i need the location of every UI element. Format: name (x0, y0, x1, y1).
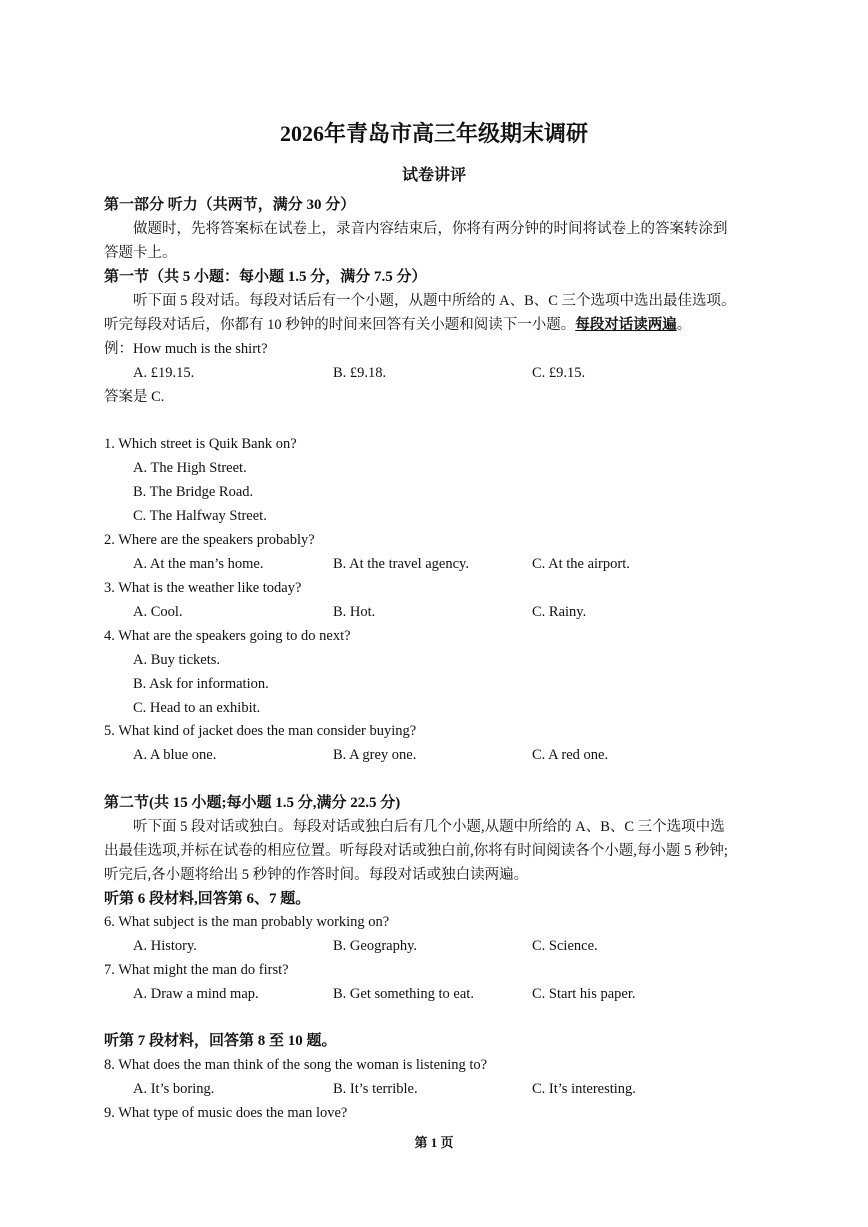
q8-option-b: B. It’s terrible. (333, 1081, 418, 1097)
question-2: 2. Where are the speakers probably? (104, 532, 315, 548)
q8-option-c: C. It’s interesting. (532, 1081, 636, 1097)
q4-option-a: A. Buy tickets. (133, 652, 220, 668)
q1-option-b: B. The Bridge Road. (133, 484, 254, 500)
q5-option-a: A. A blue one. (133, 747, 217, 763)
q7-option-c: C. Start his paper. (532, 986, 636, 1002)
q5-option-c: C. A red one. (532, 747, 609, 763)
section2-instr-line2: 出最佳选项,并标在试卷的相应位置。听每段对话或独白前,你将有时间阅读各个小题,每小题 5 秒钟; (104, 843, 728, 859)
question-5: 5. What kind of jacket does the man consider buying? (104, 723, 417, 739)
question-4: 4. What are the speakers going to do next? (104, 628, 351, 644)
question-1: 1. Which street is Quik Bank on? (104, 436, 297, 452)
question-9: 9. What type of music does the man love? (104, 1105, 348, 1121)
question-3: 3. What is the weather like today? (104, 580, 302, 596)
part1-intro-line1: 做题时，先将答案标在试卷上，录音内容结束后，你将有两分钟的时间将试卷上的答案转涂到 (133, 221, 728, 237)
example-question: 例：How much is the shirt? (104, 341, 268, 357)
section1-instr-line2 (104, 316, 691, 334)
q7-option-b: B. Get something to eat. (333, 986, 474, 1002)
q2-option-a: A. At the man’s home. (133, 556, 264, 572)
q3-option-c: C. Rainy. (532, 604, 587, 620)
example-option-a: A. £19.15. (133, 365, 195, 381)
q3-option-a: A. Cool. (133, 604, 183, 620)
q8-option-a: A. It’s boring. (133, 1081, 215, 1097)
question-8: 8. What does the man think of the song the woman is listening to? (104, 1057, 488, 1073)
q5-option-b: B. A grey one. (333, 747, 417, 763)
part1-intro-line2: 答题卡上。 (104, 245, 177, 261)
section1-heading: 第一节（共 5 小题：每小题 1.5 分，满分 7.5 分） (104, 269, 427, 285)
q1-option-c: C. The Halfway Street. (133, 508, 267, 524)
page-number: 第 1 页 (414, 1135, 454, 1150)
example-answer: 答案是 C. (104, 389, 165, 405)
section2-instr-line1: 听下面 5 段对话或独白。每段对话或独白后有几个小题,从题中所给的 A、B、C 三个选项中选 (133, 819, 725, 835)
material-7-heading: 听第 7 段材料，回答第 8 至 10 题。 (104, 1033, 337, 1049)
section1-instr-text: 听完每段对话后，你都有 10 秒钟的时间来回答有关小题和阅读下一小题。 (104, 317, 576, 333)
example-option-c: C. £9.15. (532, 365, 586, 381)
example-option-b: B. £9.18. (333, 365, 387, 381)
section2-instr-line3: 听完后,各小题将给出 5 秒钟的作答时间。每段对话或独白读两遍。 (104, 867, 529, 883)
question-7: 7. What might the man do first? (104, 962, 289, 978)
section1-instr-end: 。 (676, 317, 692, 333)
q1-option-a: A. The High Street. (133, 460, 247, 476)
section1-instr-emphasis: 每段对话读两遍 (575, 317, 677, 333)
q4-option-c: C. Head to an exhibit. (133, 700, 261, 716)
material-6-heading: 听第 6 段材料,回答第 6、7 题。 (104, 891, 311, 907)
part1-heading: 第一部分 听力（共两节，满分 30 分） (104, 197, 356, 213)
section2-heading: 第二节(共 15 小题;每小题 1.5 分,满分 22.5 分) (104, 795, 401, 811)
q6-option-a: A. History. (133, 938, 197, 954)
q4-option-b: B. Ask for information. (133, 676, 269, 692)
q7-option-a: A. Draw a mind map. (133, 986, 259, 1002)
q2-option-c: C. At the airport. (532, 556, 630, 572)
q6-option-c: C. Science. (532, 938, 598, 954)
document-subtitle: 试卷讲评 (401, 167, 466, 184)
q6-option-b: B. Geography. (333, 938, 418, 954)
document-title: 2026年青岛市高三年级期末调研 (279, 121, 588, 146)
q2-option-b: B. At the travel agency. (333, 556, 469, 572)
section1-instr-line1: 听下面 5 段对话。每段对话后有一个小题，从题中所给的 A、B、C 三个选项中选出最佳选项。 (133, 293, 736, 309)
q3-option-b: B. Hot. (333, 604, 376, 620)
question-6: 6. What subject is the man probably working on? (104, 914, 390, 930)
